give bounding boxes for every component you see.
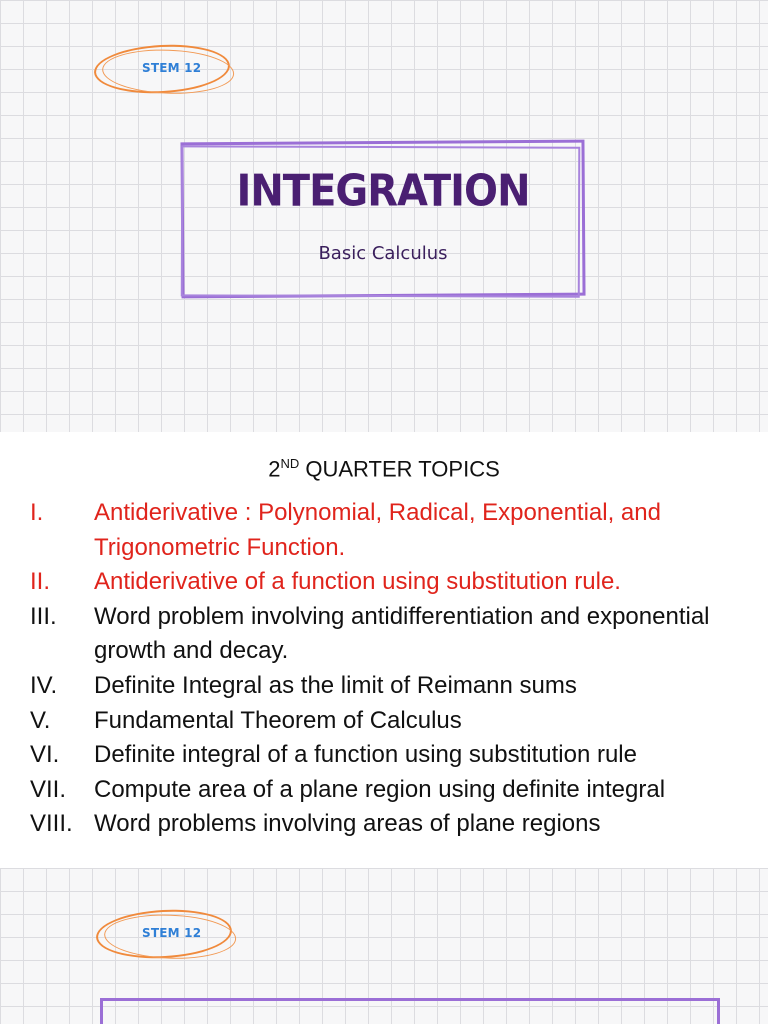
stem-badge-label: STEM 12 — [142, 61, 202, 75]
topic-number: I. — [30, 499, 44, 526]
title-frame — [180, 140, 585, 299]
topic-text: Definite Integral as the limit of Reimann sums — [94, 671, 577, 699]
topic-item — [30, 704, 760, 739]
topic-item — [30, 807, 760, 842]
topic-list — [30, 496, 760, 842]
topic-text: Fundamental Theorem of Calculus — [94, 706, 462, 734]
topic-item — [30, 669, 760, 704]
topic-number: V. — [30, 706, 51, 734]
topic-text: Antiderivative of a function using substitution rule. — [94, 568, 621, 596]
topic-text: Definite integral of a function using substitution rule — [94, 741, 637, 769]
topic-number: VI. — [30, 741, 60, 769]
topic-text: Antiderivative : Polynomial, Radical, Exponential, and Trigonometric Function. — [94, 499, 661, 561]
heading-number: 2 — [268, 456, 281, 482]
topic-item — [30, 600, 760, 669]
next-title-frame — [100, 998, 720, 1024]
topic-number: IV. — [30, 671, 58, 699]
heading-text: QUARTER TOPICS — [299, 456, 500, 482]
topic-number: II. — [30, 568, 51, 596]
topic-item — [30, 773, 760, 808]
topic-number: VIII. — [30, 810, 73, 838]
topic-item — [30, 496, 760, 565]
topic-number: VII. — [30, 775, 67, 803]
topic-number: III. — [30, 602, 57, 630]
topic-item — [30, 738, 760, 773]
topic-text: Word problems involving areas of plane regions — [94, 810, 601, 838]
topic-text: Compute area of a plane region using definite integral — [94, 775, 666, 803]
page-title: INTEGRATION — [236, 165, 530, 217]
heading-ordinal: ND — [280, 456, 300, 471]
topic-text: Word problem involving antidifferentiation and exponential growth and decay. — [94, 602, 710, 665]
page-subtitle: Basic Calculus — [318, 243, 448, 264]
stem-badge-label: STEM 12 — [142, 926, 202, 940]
topics-heading — [0, 456, 768, 482]
topic-item — [30, 565, 760, 600]
